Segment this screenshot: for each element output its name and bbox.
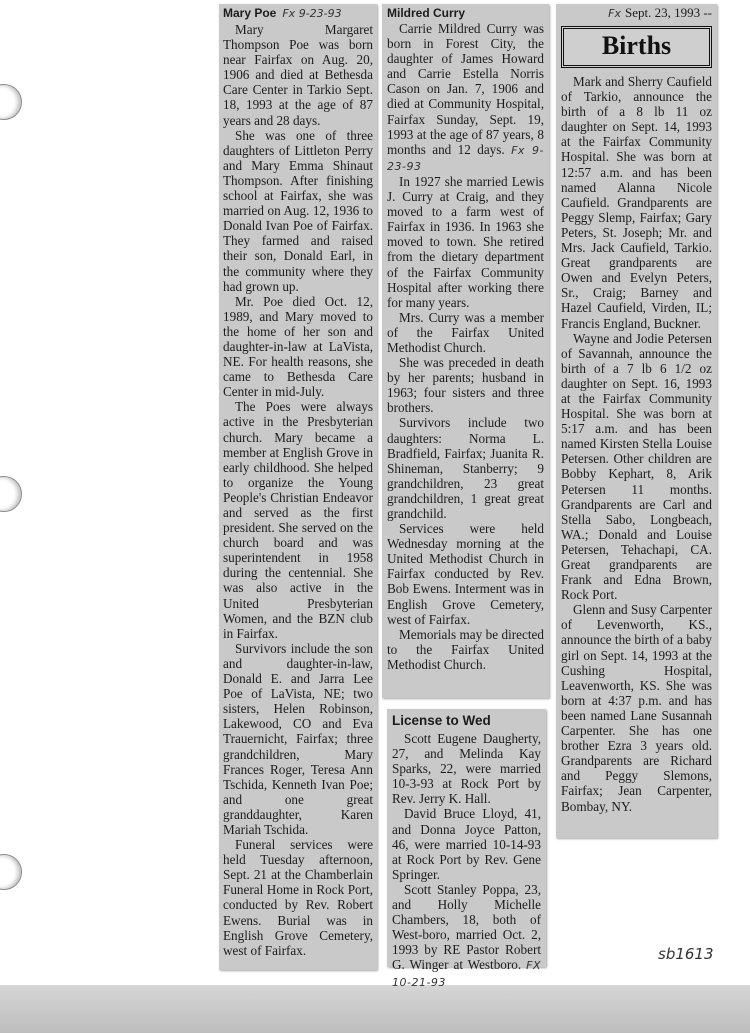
mildred-curry-handwritten-note: Fx 9-23-93 (387, 143, 544, 173)
mary-poe-obituary-clipping (219, 4, 377, 970)
mary-poe-paragraph: Mr. Poe died Oct. 12, 1989, and Mary moved to the home of her son and daughter-in-law at LaVista, NE. For health reasons, she came to Bethesda Care Center in mid-July. (223, 293, 373, 400)
mary-poe-paragraph: Mary Margaret Thompson Poe was born near Fairfax on Aug. 20, 1906 and died at Bethesda Care Center in Tarkio Sept. 18, 1993 at the age of 87 years and 28 days. (223, 22, 373, 128)
births-title-box (561, 26, 712, 68)
license-entry: David Bruce Lloyd, 41, and Donna Joyce Patton, 46, were married 10-14-93 at Rock Port by Rev. Gene Springer. (392, 806, 541, 882)
mildred-curry-paragraph (387, 21, 544, 174)
license-handwritten-note: FX 10-21-93 (392, 959, 541, 989)
births-handwritten-note: Fx (608, 7, 621, 20)
birth-announcement: Mark and Sherry Caufield of Tarkio, announce the birth of a 8 lb 11 oz daughter on Sept. 14, 1993 at the Fairfax Community Hospital. She was born at 12:57 a.m. and has been named Alanna Nicole Caufield. Grandparents are Peggy Slemp, Fairfax; Gary Peters, St. Joseph; Mr. and Mrs. Jack Caufield, Tarkio. Great grandparents are Owen and Evelyn Peters, Sr., Craig; Barney and Hazel Caufield, Virden, IL; Francis England, Buckner. (561, 74, 712, 331)
mildred-curry-header (387, 5, 544, 21)
births-date-header (561, 5, 712, 22)
mildred-curry-paragraph: In 1927 she married Lewis J. Curry at Craig, and they moved to a farm west of Fairfax in 1936. In 1963 she moved to town. She retired from the dietary department of the Fairfax Community Hospital after working there for many years. (387, 173, 544, 310)
mildred-curry-obituary-clipping (382, 4, 549, 698)
catalog-number: sb1613 (658, 945, 714, 963)
mary-poe-paragraph: Funeral services were held Tuesday afternoon, Sept. 21 at the Chamberlain Funeral Home in Rock Port, conducted by Rev. Robert Ewens. Burial was in English Grove Cemetery, west of Fairfax. (223, 837, 373, 958)
birth-announcement: Glenn and Susy Carpenter of Levenworth, KS., announce the birth of a baby girl on Sept. 14, 1993 at the Cushing Hospital, Leavenworth, KS. She was born at 4:37 p.m. and has been named Lane Susannah Carpenter. She has one brother Ezra 3 years old. Grandparents are Richard and Peggy Slemons, Fairfax; Jean Carpenter, Bombay, NY. (561, 602, 712, 814)
punch-hole-bottom (0, 854, 22, 890)
license-entry-text: Scott Stanley Poppa, 23, and Holly Michelle Chambers, 18, both of West-boro, married Oct. 2, 1993 by RE Pastor Robert G. Winger at Westboro. (392, 881, 541, 973)
punch-hole-top (0, 84, 22, 120)
mildred-curry-paragraph: Memorials may be directed to the Fairfax United Methodist Church. (387, 626, 544, 672)
mildred-curry-paragraph: Services were held Wednesday morning at the United Methodist Church in Fairfax conducted by Rev. Bob Ewens. Interment was in English Grove Cemetery, west of Fairfax. (387, 521, 544, 627)
mildred-curry-paragraph-text: Carrie Mildred Curry was born in Forest City, the daughter of James Howard and Carrie Estella Norris Cason on Jan. 7, 1906 and died at Community Hospital, Fairfax Sunday, Sept. 19, 1993 at the age of 87 years, 8 months and 12 days. (387, 21, 544, 157)
mary-poe-header (223, 5, 373, 22)
mary-poe-paragraph: Survivors include the son and daughter-in-law, Donald E. and Jarra Lee Poe of LaVista, NE; two sisters, Helen Robinson, Lakewood, CO and Eva Trauernicht, Fairfax; three grandchildren, Mary Frances Roger, Teresa Ann Tschida, Kenneth Ivan Poe; and one great granddaughter, Karen Mariah Tschida. (223, 640, 373, 837)
license-entry: Scott Eugene Daugherty, 27, and Melinda Kay Sparks, 22, were married 10-3-93 at Rock Port by Rev. Jerry K. Hall. (392, 731, 541, 807)
mildred-curry-headline: Mildred Curry (387, 6, 466, 20)
mildred-curry-paragraph: Mrs. Curry was a member of the Fairfax United Methodist Church. (387, 309, 544, 355)
license-title: License to Wed (392, 713, 491, 728)
births-title: Births (601, 31, 672, 60)
mary-poe-paragraph: She was one of three daughters of Littleton Perry and Mary Emma Shinaut Thompson. After finishing school at Fairfax, she was married on Aug. 12, 1936 to Donald Ivan Poe of Fairfax. They farmed and raised their son, Donald Earl, in the community where they had grown up. (223, 127, 373, 294)
license-entry (392, 882, 541, 990)
mary-poe-paragraph: The Poes were always active in the Presbyterian church. Mary became a member at English Grove in early childhood. She helped to organize the Young People's Christian Endeavor and served as the first president. She served on the church board and was superintendent in 1958 during the centennial. She was also active in the United Presbyterian Women, and the BZN club in Fairfax. (223, 399, 373, 641)
mildred-curry-paragraph: Survivors include two daughters: Norma L. Bradfield, Fairfax; Juanita R. Shineman, Stanberry; 9 grandchildren, 23 great grandchildren, 1 great great grandchild. (387, 415, 544, 521)
births-date-line: Sept. 23, 1993 -- (624, 5, 712, 20)
births-clipping (556, 4, 717, 838)
punch-hole-middle (0, 476, 22, 512)
license-to-wed-clipping (387, 709, 546, 989)
mary-poe-headline: Mary Poe (223, 6, 277, 20)
birth-announcement: Wayne and Jodie Petersen of Savannah, announce the birth of a 7 lb 6 1/2 oz daughter on Sept. 16, 1993 at the Fairfax Community Hospital. She was born at 5:17 a.m. and has been named Kirsten Stella Louise Petersen. Other children are Bobby Kephart, 8, Arik Petersen 11 months. Grandparents are Carl and Stella Sabo, Longbeach, WA.; Donald and Louise Petersen, Tehachapi, CA. Great grandparents are Frank and Edna Brown, Rock Port. (561, 330, 712, 603)
mary-poe-handwritten-note: Fx 9-23-93 (282, 7, 342, 20)
page-bottom-edge (0, 985, 750, 1033)
mildred-curry-paragraph: She was preceded in death by her parents; husband in 1963; four sisters and three brothers. (387, 355, 544, 416)
